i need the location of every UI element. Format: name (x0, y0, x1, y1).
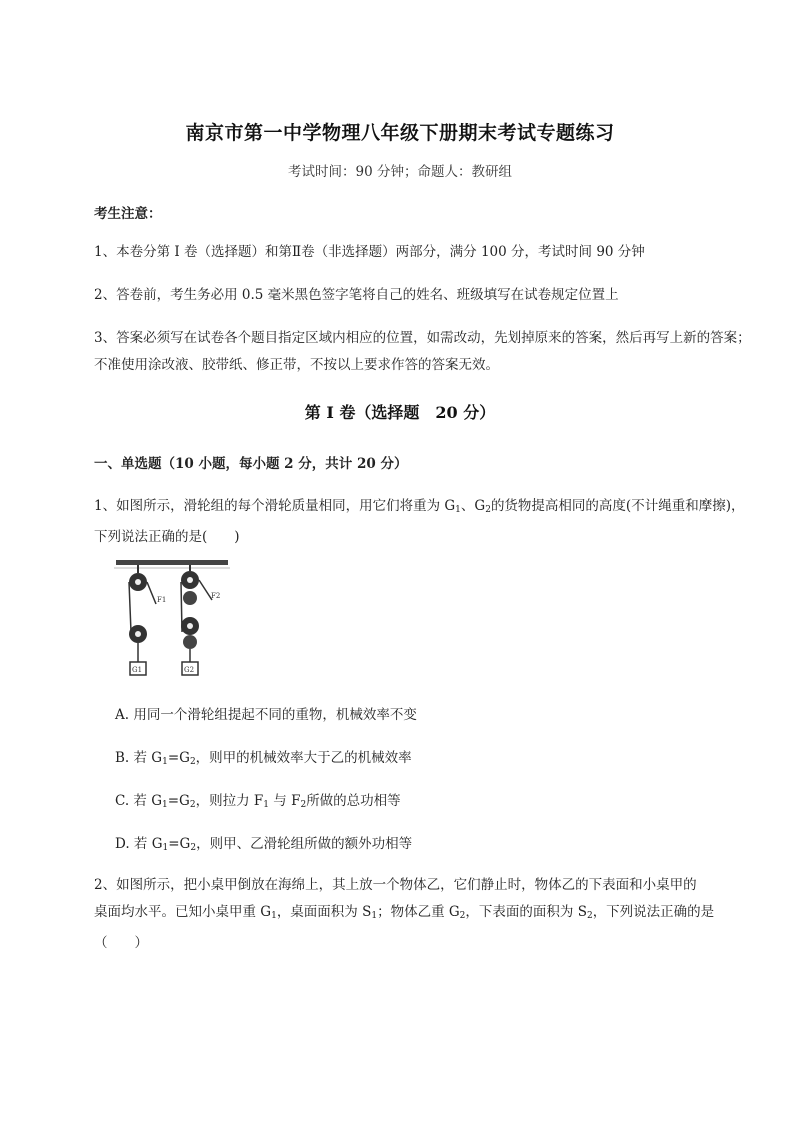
option-d: D. 若 $G_1=G_2$，则甲、乙滑轮组所做的额外功相等 (115, 836, 413, 853)
option-b: B. 若 $G_1=G_2$，则甲的机械效率大于乙的机械效率 (115, 750, 412, 767)
g1-label: G1 (132, 666, 143, 674)
notice-heading: 考生注意： (94, 206, 162, 222)
notice-item-2: 2、答卷前，考生务必用 0.5 毫米黑色签字笔将自己的姓名、班级填写在试卷规定位置上 (94, 287, 619, 303)
option-a: A. 用同一个滑轮组提起不同的重物，机械效率不变 (115, 707, 417, 723)
pulley-figure (112, 560, 232, 684)
f1-label: F1 (157, 596, 167, 604)
option-c: C. 若 $G_1=G_2$，则拉力 $F_1$ 与 $F_2$所做的总功相等 (115, 793, 401, 810)
section-title: 第 I 卷（选择题 20 分） (304, 403, 496, 422)
part-heading: 一、单选题（10 小题，每小题 2 分，共计 20 分） (94, 456, 408, 472)
notice-item-3: 3、答案必须写在试卷各个题目指定区域内相应的位置，如需改动，先划掉原来的答案，然后再写上新的答案；不准使用涂改液、胶带纸、修正带，不按以上要求作答的答案无效。 (94, 330, 751, 373)
notice-item-1: 1、本卷分第 I 卷（选择题）和第Ⅱ卷（非选择题）两部分，满分 100 分，考试时间 90 分钟 (94, 244, 645, 260)
page-title: 南京市第一中学物理八年级下册期末考试专题练习 (185, 122, 615, 144)
page-subtitle: 考试时间：90 分钟；命题人：教研组 (288, 164, 512, 180)
question-1-stem: 1、如图所示，滑轮组的每个滑轮质量相同，用它们将重为 $G_1$、$G_2$的货物提高相同的高度(不计绳重和摩擦)，下列说法正确的是( ) (94, 498, 745, 545)
question-2-stem: 2、如图所示，把小桌甲倒放在海绵上，其上放一个物体乙，它们静止时，物体乙的下表面和小桌甲的 桌面均水平。已知小桌甲重 $G_1$，桌面面积为 $S_1$；物体乙重 $G_2$，下表面的面积为 $S_2$，下列说法正确的是 （ ） (94, 877, 715, 951)
g2-label: G2 (184, 666, 195, 674)
f2-label: F2 (211, 592, 221, 600)
